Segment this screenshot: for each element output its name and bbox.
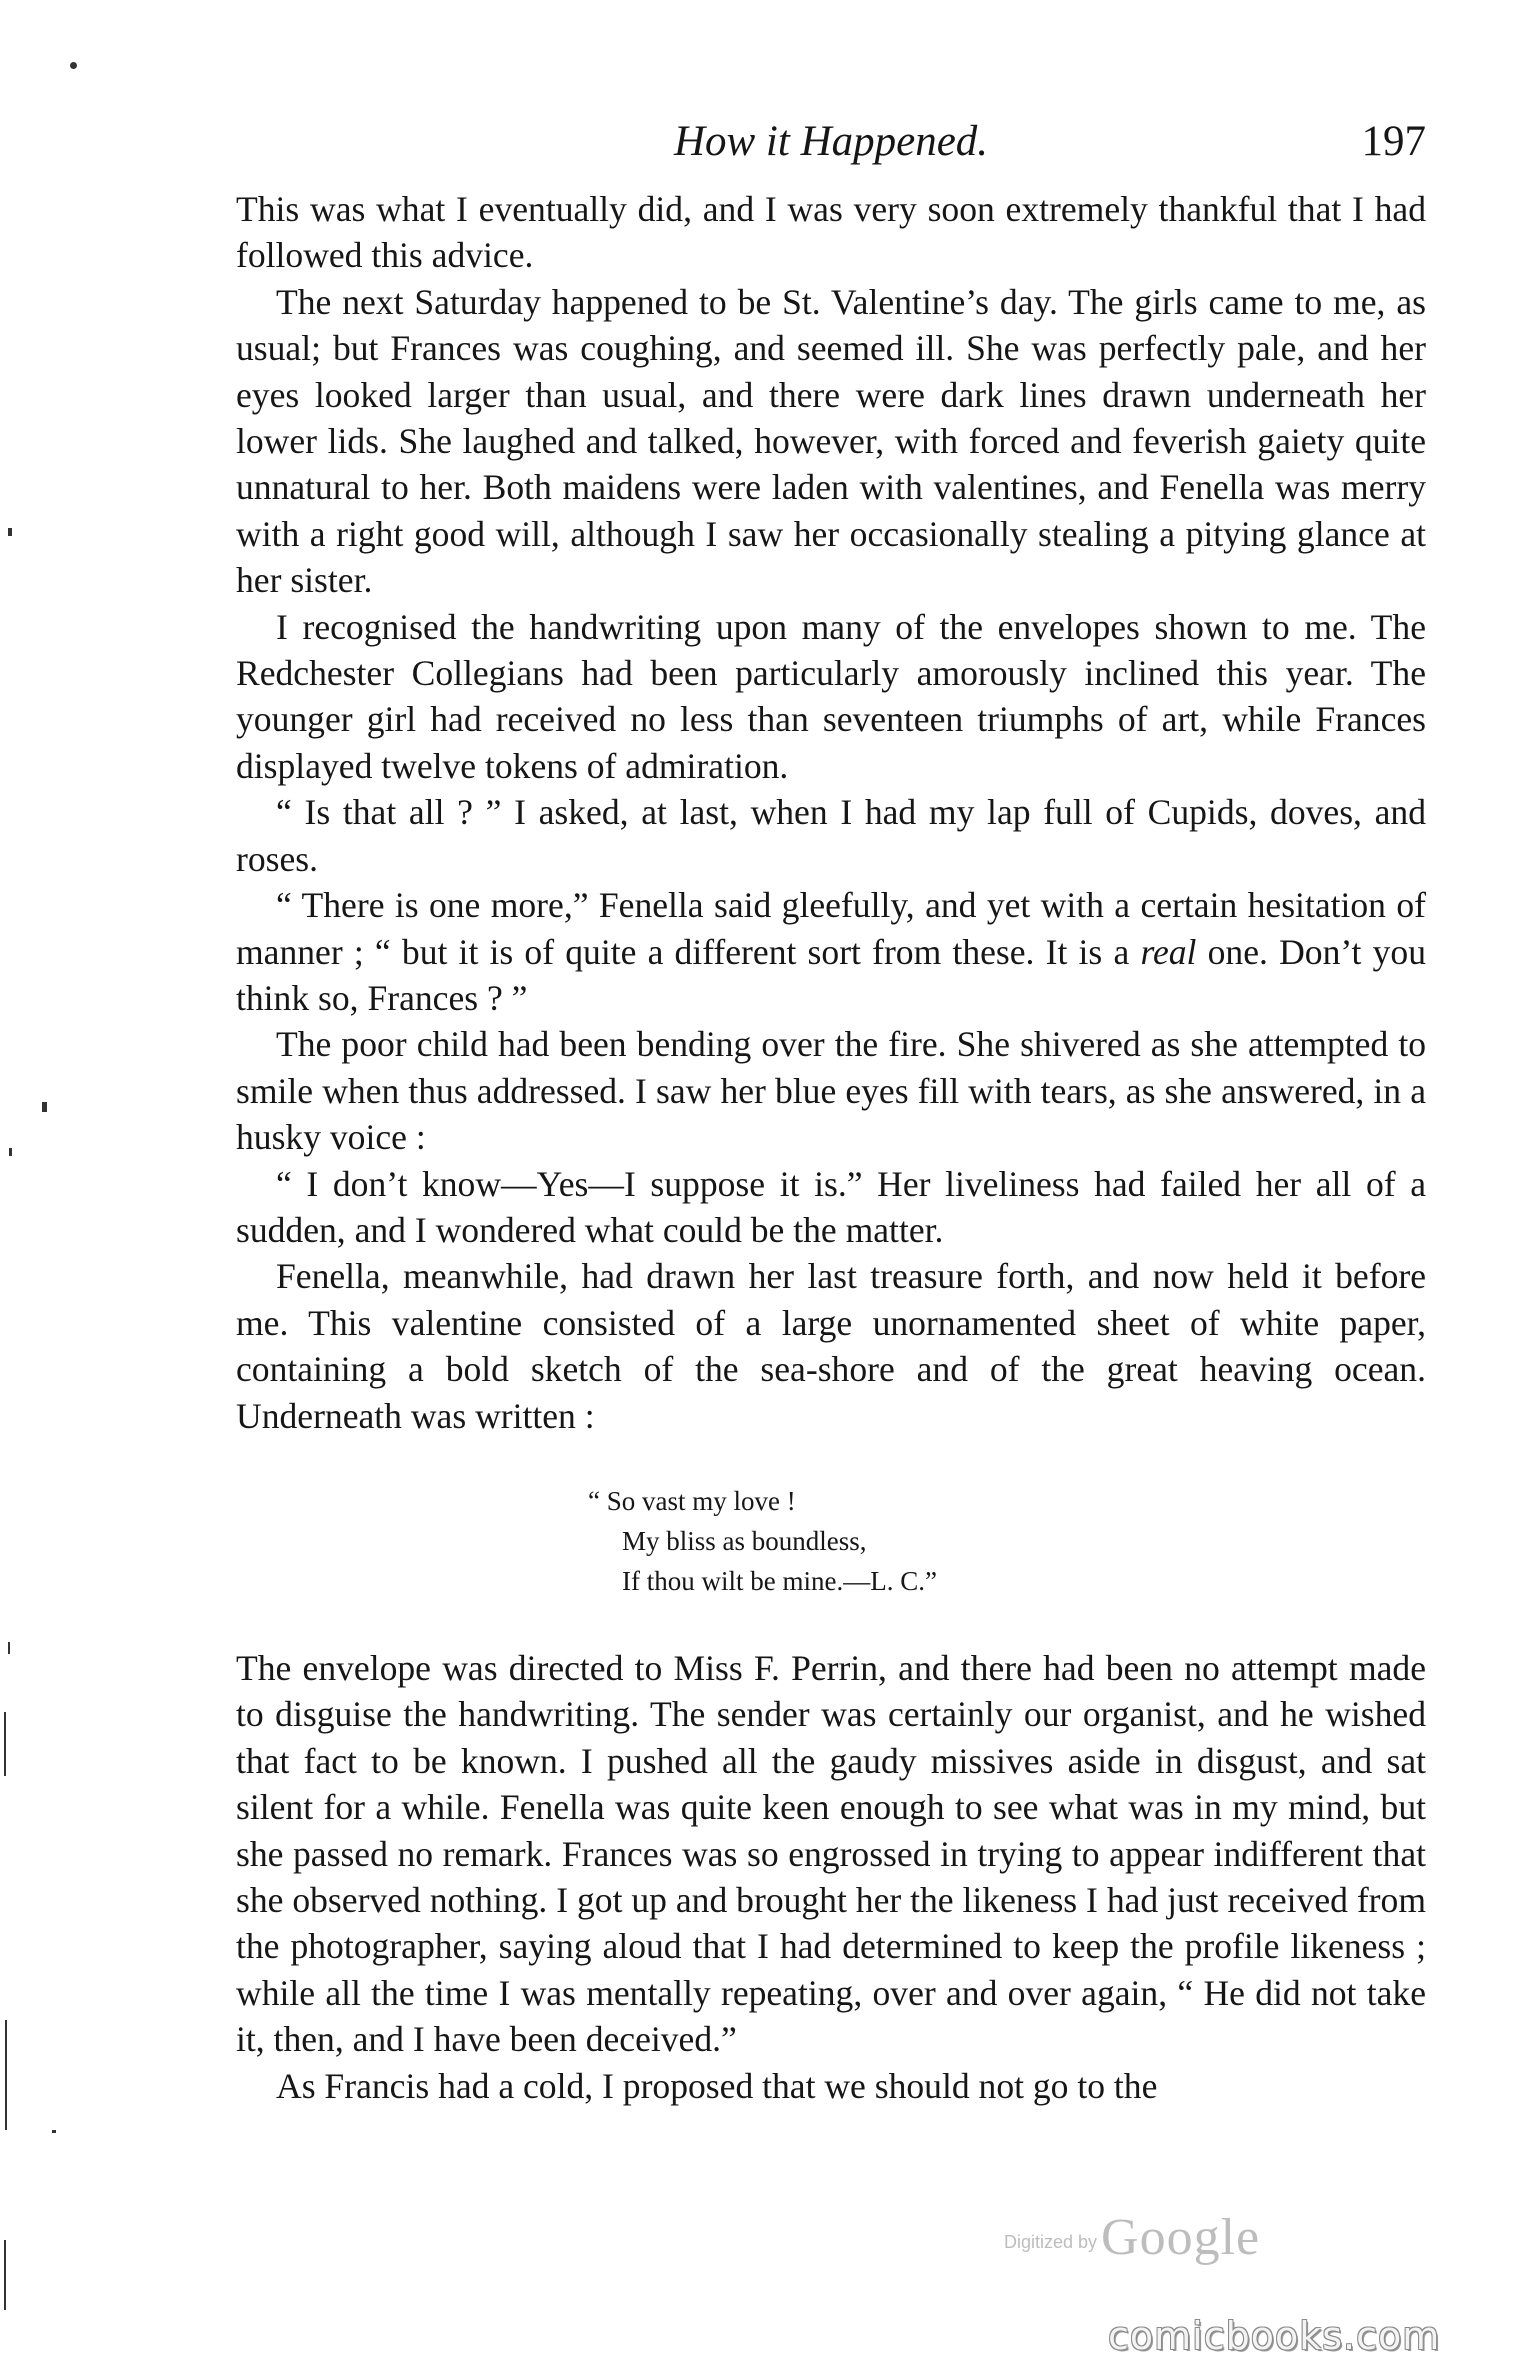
- paragraph-5: [236, 882, 1426, 1021]
- paragraph-10: As Francis had a cold, I proposed that we should not go to the: [276, 2065, 1158, 2106]
- verse-line-2: My bliss as boundless,: [622, 1525, 867, 1556]
- paragraph-5-end: one. Don’t you think so, Frances ? ”: [236, 931, 1426, 1018]
- paragraph-3: I recognised the handwriting upon many of the envelopes shown to me. The Redchester Collegians had been particularly amorously inclined this year. The younger girl had received no less than seventeen triumphs of art, while Frances displayed twelve tokens of admiration.: [236, 606, 1426, 786]
- margin-speck: [9, 1148, 12, 1156]
- paragraph-5-start: “ There is one more,” Fenella said gleefully, and yet with a certain hesitation of manner ; “ but it is of quite a different sort from these. It is a: [236, 885, 1426, 972]
- google-logo-text: Google: [1101, 2209, 1261, 2266]
- page-edge-line: [4, 2240, 6, 2310]
- paragraph-9: The envelope was directed to Miss F. Perrin, and there had been no attempt made to disguise the handwriting. The sender was certainly our organist, and he wished that fact to be known. I pushed all the gaudy missives aside in disgust, and sat silent for a while. Fenella was quite keen enough to see what was in my mind, but she passed no remark. Frances was so engrossed in trying to appear indifferent that she observed nothing. I got up and brought her the likeness I had just received from the photographer, saying aloud that I had determined to keep the profile likeness ; while all the time I was mentally repeating, over and over again, “ He did not take it, then, and I have been deceived.”: [236, 1647, 1426, 2060]
- margin-speck: [8, 528, 12, 536]
- page-number: 197: [1361, 118, 1426, 165]
- page-edge-line: [4, 1712, 6, 1776]
- margin-speck: [70, 62, 77, 69]
- running-head: [236, 112, 1426, 172]
- page-edge-line: [5, 2020, 7, 2130]
- paragraph-2: The next Saturday happened to be St. Valentine’s day. The girls came to me, as usual; but Frances was coughing, and seemed ill. She was perfectly pale, and her eyes looked larger than usual, and there were dark lines drawn underneath her lower lids. She laughed and talked, however, with forced and feverish gaiety quite unnatural to her. Both maidens were laden with valentines, and Fenella was merry with a right good will, although I saw her occasionally stealing a pitying glance at her sister.: [236, 281, 1426, 601]
- paragraph-7: “ I don’t know—Yes—I suppose it is.” Her liveliness had failed her all of a sudden, and I wondered what could be the matter.: [236, 1163, 1426, 1250]
- margin-speck: [52, 2130, 56, 2133]
- running-title: How it Happened.: [673, 118, 989, 165]
- digitized-by-text: Digitized by: [1004, 2232, 1098, 2252]
- paragraph-6: The poor child had been bending over the fire. She shivered as she attempted to smile when thus addressed. I saw her blue eyes fill with tears, as she answered, in a husky voice :: [236, 1024, 1426, 1158]
- margin-speck: [42, 1102, 47, 1112]
- valentine-verse: [588, 1481, 1426, 1601]
- google-watermark: [1004, 2208, 1334, 2268]
- paragraph-4: “ Is that all ? ” I asked, at last, when I had my lap full of Cupids, doves, and roses.: [236, 792, 1426, 879]
- body-text: [236, 186, 1426, 2109]
- margin-speck: [8, 1642, 10, 1654]
- paragraph-1: This was what I eventually did, and I was very soon extremely thankful that I had followed this advice.: [236, 189, 1426, 276]
- site-watermark: comicbooks.com: [1108, 2314, 1441, 2358]
- verse-line-1: “ So vast my love !: [588, 1485, 796, 1516]
- verse-line-3: If thou wilt be mine.—L. C.”: [622, 1565, 937, 1596]
- italic-word: real: [1140, 931, 1197, 972]
- paragraph-8: Fenella, meanwhile, had drawn her last treasure forth, and now held it before me. This valentine consisted of a large unornamented sheet of white paper, containing a bold sketch of the sea-shore and of the great heaving ocean. Underneath was written :: [236, 1256, 1426, 1436]
